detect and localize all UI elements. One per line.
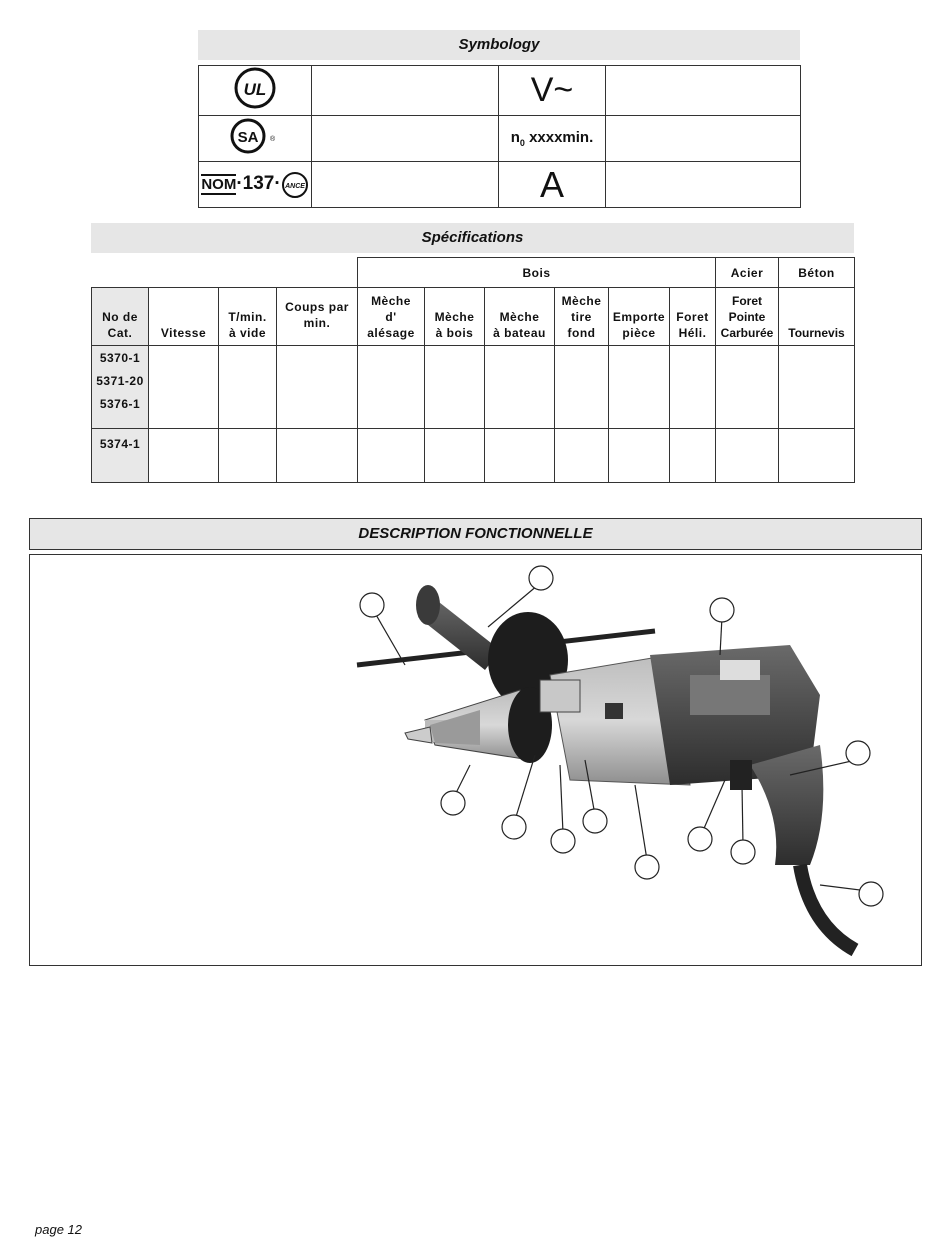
nom-number: ·137· [236, 172, 281, 194]
csa-text: SA [237, 129, 259, 146]
group-beton: Béton [779, 258, 855, 288]
amp-symbol: A [499, 162, 606, 208]
symbol-desc-cell [606, 66, 801, 116]
cat-cell: 5370-1 5371-20 5376-1 [92, 346, 149, 429]
drill-illustration [30, 555, 921, 965]
col-tirefond: Mèche tire fond [555, 288, 609, 346]
drill-figure-box [29, 554, 922, 966]
ul-mark-icon [199, 66, 312, 116]
speed-text: xxxxmin. [529, 129, 594, 146]
symbol-desc-cell [312, 116, 499, 162]
spec-blank-cell [92, 258, 358, 288]
col-foret: Foret Héli. [670, 288, 716, 346]
col-alesage: Mèche d' alésage [358, 288, 425, 346]
table-row [92, 429, 855, 483]
description-title: DESCRIPTION FONCTIONNELLE [29, 518, 922, 550]
table-row [92, 346, 855, 429]
symbol-desc-cell [312, 66, 499, 116]
volt-symbol: V~ [499, 66, 606, 116]
ul-text: UL [243, 80, 267, 99]
col-vitesse: Vitesse [149, 288, 219, 346]
symbol-desc-cell [606, 116, 801, 162]
speed-n: n [510, 129, 520, 146]
col-bateau: Mèche à bateau [485, 288, 555, 346]
col-tmin: T/min. à vide [219, 288, 277, 346]
nom-text: NOM [201, 175, 237, 193]
speed-symbol [499, 116, 606, 162]
col-emporte: Emporte pièce [609, 288, 670, 346]
svg-text:®: ® [270, 136, 276, 143]
col-coups: Coups par min. [277, 288, 358, 346]
group-bois: Bois [358, 258, 716, 288]
cat-cell: 5374-1 [92, 429, 149, 483]
symbol-desc-cell [606, 162, 801, 208]
speed-sub: 0 [519, 138, 525, 148]
csa-mark-icon [199, 116, 312, 162]
group-acier: Acier [716, 258, 779, 288]
col-tournevis: Tournevis [779, 288, 855, 346]
specifications-title: Spécifications [91, 223, 854, 253]
symbol-desc-cell [312, 162, 499, 208]
nom-ance-mark-icon [199, 162, 312, 208]
symbology-table [198, 65, 801, 208]
specifications-table [91, 257, 855, 483]
page-number: page 12 [35, 1222, 82, 1237]
symbology-title: Symbology [198, 30, 800, 60]
col-meche-bois: Mèche à bois [425, 288, 485, 346]
ance-text: ANCE [284, 182, 305, 190]
col-pointe: Foret Pointe Carburée [716, 288, 779, 346]
col-cat: No de Cat. [92, 288, 149, 346]
